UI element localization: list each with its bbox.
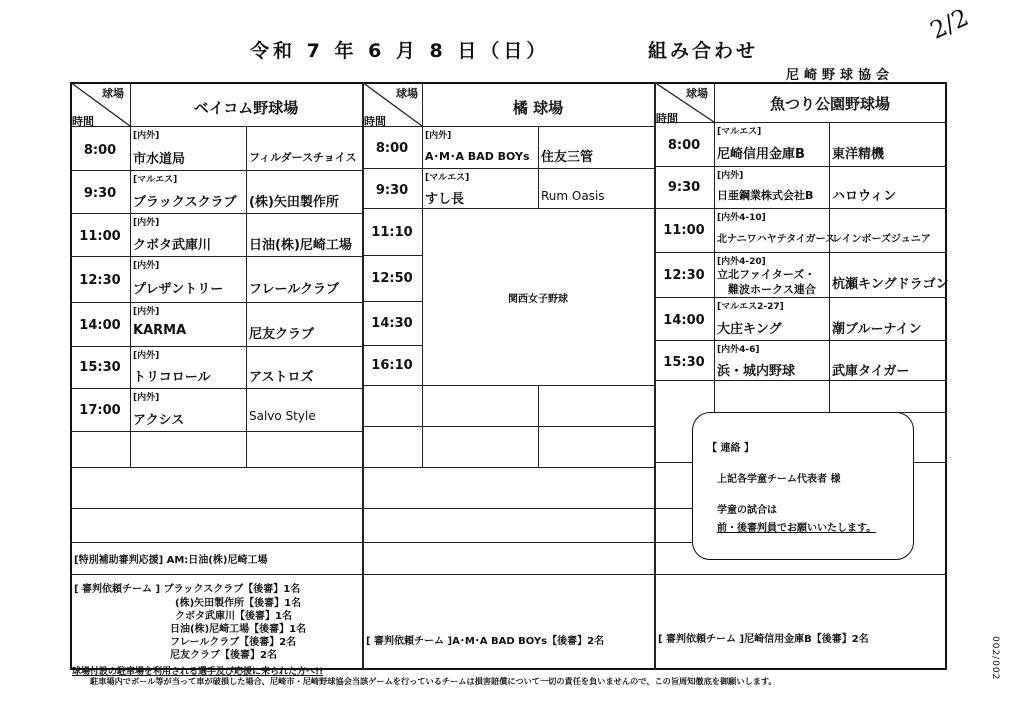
notice-line: 学童の試合は — [717, 505, 777, 516]
page-code: 002/002 — [990, 636, 1000, 681]
time-cell: 8:00 — [667, 138, 701, 153]
time-cell: 14:00 — [79, 318, 121, 333]
ground2-name: 橘 球場 — [512, 99, 564, 117]
team-a: KARMA — [133, 323, 187, 338]
team-b: 潮ブルーナイン — [832, 322, 922, 337]
notice-instruction: 前・後審判員でお願いいたします。 — [717, 523, 877, 534]
team-a: 北ナニワハヤテタイガース — [717, 234, 836, 245]
team-a: アクシス — [133, 413, 185, 428]
time-cell: 11:00 — [79, 229, 121, 244]
division-tag: [内外] — [133, 218, 160, 228]
division-tag: [内外4-6] — [717, 345, 760, 355]
time-cell: 15:30 — [79, 360, 121, 375]
division-tag: [マルエス] — [717, 127, 762, 137]
time-cell: 11:10 — [371, 225, 413, 240]
team-a: 日亜鋼業株式会社B — [717, 189, 814, 202]
division-tag: [マルエス] — [425, 173, 470, 183]
time-cell: 8:00 — [83, 143, 117, 158]
organizer-name: 尼崎野球協会 — [786, 68, 895, 83]
team-b: アストロズ — [249, 370, 314, 385]
umpire-request-line: フレールクラブ【後審】2名 — [170, 637, 297, 648]
team-a: クボタ武庫川 — [133, 238, 212, 253]
division-tag: [マルエス2-27] — [717, 302, 784, 312]
umpire-request-line: 日油(株)尼崎工場【後審】1名 — [170, 624, 307, 635]
team-b: 東洋精機 — [832, 147, 885, 162]
team-a: 市水道局 — [133, 152, 186, 167]
date-title: 令和 7 年 6 月 8 日（日） — [250, 40, 550, 62]
division-tag: [内外] — [133, 307, 160, 317]
team-b: Salvo Style — [249, 409, 316, 423]
team-a: 立北ファイターズ・ — [717, 268, 816, 281]
time-cell: 12:30 — [663, 268, 705, 283]
team-b: 杭瀬キングドラゴン — [832, 277, 949, 292]
team-a: 尼崎信用金庫B — [717, 147, 805, 162]
division-tag: [内外] — [133, 351, 160, 361]
division-tag: [内外] — [133, 131, 160, 141]
time-cell: 9:30 — [375, 183, 409, 198]
ground-label: 球場 — [102, 87, 124, 100]
ground1-name: ベイコム野球場 — [193, 99, 299, 117]
division-tag: [内外] — [425, 131, 452, 141]
umpire-request-ground2: [ 審判依頼チーム ]A･M･A BAD BOYs【後審】2名 — [366, 636, 605, 647]
ground-label: 球場 — [686, 87, 708, 100]
time-cell: 9:30 — [83, 186, 117, 201]
ground3-name: 魚つり公園野球場 — [769, 95, 890, 113]
notice-box — [692, 412, 914, 560]
team-a: A･M･A BAD BOYs — [425, 150, 530, 163]
block-booking-label: 関西女子野球 — [508, 294, 568, 305]
time-cell: 14:00 — [663, 313, 705, 328]
time-cell: 16:10 — [371, 358, 413, 373]
team-b: フレールクラブ — [249, 282, 339, 297]
time-label: 時間 — [364, 115, 386, 128]
time-cell: 17:00 — [79, 403, 121, 418]
umpire-request-line: [ 審判依頼チーム ] ブラックスクラブ【後審】1名 — [74, 584, 301, 595]
team-b: 尼友クラブ — [249, 327, 315, 342]
page-mark: 2/2 — [925, 3, 973, 45]
team-a: トリコロール — [133, 370, 211, 385]
division-tag: [内外] — [133, 261, 160, 271]
time-cell: 14:30 — [371, 316, 413, 331]
notice-heading: 【 連絡 】 — [707, 443, 754, 454]
team-a: すし長 — [425, 192, 465, 207]
team-b: 武庫タイガー — [832, 364, 910, 379]
ground-label: 球場 — [396, 87, 418, 100]
team-a: 大庄キング — [717, 322, 782, 337]
division-tag: [マルエス] — [133, 175, 178, 185]
team-b: 日油(株)尼崎工場 — [249, 238, 352, 253]
parking-notice-heading: 球場付設の駐車場を利用される選手及び応援に来られた方へ!! — [72, 667, 324, 677]
division-tag: [内外] — [717, 171, 744, 181]
time-label: 時間 — [72, 115, 94, 128]
umpire-request-line: クボタ武庫川【後審】1名 — [175, 611, 292, 622]
division-tag: [内外4-10] — [717, 213, 766, 223]
time-cell: 15:30 — [663, 355, 705, 370]
team-b: 住友三管 — [541, 150, 594, 165]
time-cell: 9:30 — [667, 180, 701, 195]
team-a-line2: 難波ホークス連合 — [728, 283, 816, 296]
division-tag: [内外4-20] — [717, 257, 766, 267]
team-b: レインボーズジュニア — [832, 234, 931, 245]
division-tag: [内外] — [133, 393, 160, 403]
umpire-request-ground3: [ 審判依頼チーム ]尼崎信用金庫B【後審】2名 — [658, 634, 869, 645]
team-b: (株)矢田製作所 — [249, 195, 339, 210]
notice-addressee: 上記各学童チーム代表者 様 — [717, 474, 841, 485]
team-b: Rum Oasis — [541, 189, 605, 203]
umpire-request-line: 尼友クラブ【後審】2名 — [170, 650, 277, 661]
time-cell: 11:00 — [663, 223, 705, 238]
time-cell: 12:50 — [371, 271, 413, 286]
team-a: 浜・城内野球 — [717, 364, 796, 379]
team-b: ハロウィン — [832, 189, 897, 204]
umpire-request-line: (株)矢田製作所【後審】1名 — [175, 598, 302, 609]
time-label: 時間 — [656, 112, 678, 125]
document-title: 組み合わせ — [648, 40, 759, 62]
team-a: プレザントリー — [133, 282, 224, 297]
team-b: フィルダースチョイス — [249, 151, 357, 164]
time-cell: 12:30 — [79, 273, 121, 288]
time-cell: 8:00 — [375, 141, 409, 156]
special-umpire-note: [特別補助審判応援] AM:日油(株)尼崎工場 — [74, 555, 268, 566]
team-a: ブラックスクラブ — [133, 195, 237, 210]
parking-notice-text: 駐車場内でボール等が当って車が破損した場合、尼崎市・尼崎野球協会当該ゲームを行っているチームは損害賠償について一切の責任を負いませんので、この旨周知徹底を御願いします。 — [90, 676, 777, 686]
